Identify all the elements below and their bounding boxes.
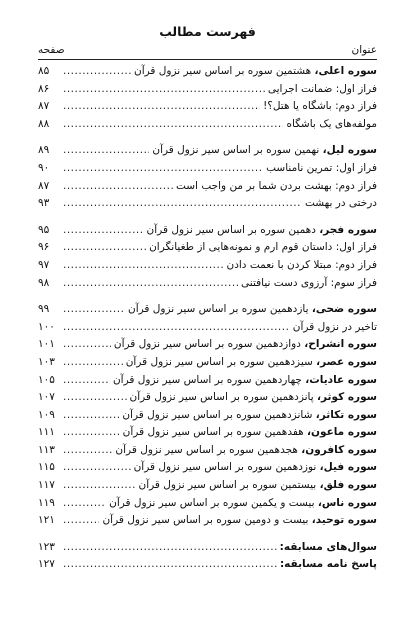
page-number: ۱۱۵	[38, 461, 55, 474]
toc-entry[interactable]	[38, 477, 377, 495]
entry-text: دهمین سوره بر اساس سیر نزول قرآن	[146, 223, 320, 236]
dot-leader	[63, 116, 283, 134]
entry-title	[176, 178, 377, 196]
toc-entry[interactable]	[38, 195, 377, 213]
entry-title	[227, 257, 378, 275]
entry-surah-name: سوره فیل،	[319, 461, 377, 474]
toc-entry[interactable]	[38, 354, 377, 372]
toc-entry[interactable]	[38, 556, 377, 574]
page-number: ۱۰۹	[38, 408, 55, 421]
entry-title	[115, 442, 377, 460]
entry-surah-name: سوره فجر،	[319, 223, 377, 236]
page-number: ۹۷	[38, 258, 50, 271]
page-number: ۱۱۹	[38, 496, 55, 509]
toc-group	[38, 539, 377, 574]
entry-title	[134, 63, 377, 81]
toc-entry[interactable]	[38, 98, 377, 116]
entry-surah-name: سوال‌های مسابقه:	[279, 540, 377, 553]
toc-entry[interactable]	[38, 336, 377, 354]
page-number: ۸۷	[38, 179, 50, 192]
entry-title	[280, 539, 377, 557]
dot-leader	[63, 195, 302, 213]
entry-text: مولفه‌های یک باشگاه	[286, 117, 377, 130]
toc-group	[38, 301, 377, 530]
toc-group	[38, 142, 377, 212]
toc-entry[interactable]	[38, 495, 377, 513]
page-number: ۹۸	[38, 276, 50, 289]
toc-entry[interactable]	[38, 63, 377, 81]
page-number: ۱۱۳	[38, 443, 55, 456]
entry-title	[128, 301, 377, 319]
entry-surah-name: سوره کافرون،	[301, 443, 377, 456]
entry-text: فراز اول: داستان قوم ارم و نمونه‌هایی از طغیانگران	[149, 241, 377, 254]
entry-title	[130, 389, 377, 407]
entry-title	[241, 275, 377, 293]
dot-leader	[63, 275, 238, 293]
entry-text: فراز دوم: بهشت بردن شما بر من واجب است	[175, 179, 377, 192]
entry-title	[102, 512, 377, 530]
entry-surah-name: سوره عادیات،	[305, 373, 377, 386]
entry-text: پانزدهمین سوره بر اساس سیر نزول قرآن	[129, 391, 318, 404]
toc-entry[interactable]	[38, 512, 377, 530]
page-number: ۱۱۱	[38, 426, 55, 439]
toc-entry[interactable]	[38, 275, 377, 293]
entry-surah-name: سوره ناس،	[317, 496, 377, 509]
dot-leader	[63, 239, 146, 257]
dot-leader	[63, 424, 120, 442]
toc-entry[interactable]	[38, 407, 377, 425]
toc-entry[interactable]	[38, 178, 377, 196]
entry-title	[149, 239, 377, 257]
entry-title	[126, 354, 377, 372]
entry-text: یازدهمین سوره بر اساس سیر نزول قرآن	[128, 303, 312, 316]
page-number: ۹۳	[38, 197, 50, 210]
dot-leader	[63, 160, 263, 178]
entry-text: دوازدهمین سوره بر اساس سیر نزول قرآن	[113, 338, 305, 351]
entry-surah-name: سوره توحید،	[311, 514, 377, 527]
toc-entry[interactable]	[38, 257, 377, 275]
toc-entry[interactable]	[38, 301, 377, 319]
dot-leader	[63, 301, 125, 319]
column-headers	[38, 44, 377, 56]
page-number: ۱۲۱	[38, 514, 55, 527]
entry-title	[123, 424, 377, 442]
dot-leader	[63, 556, 277, 574]
toc-entry[interactable]	[38, 142, 377, 160]
entry-title	[266, 160, 377, 178]
toc-entry[interactable]	[38, 372, 377, 390]
entry-title	[305, 195, 377, 213]
entry-text: فراز اول: تمرین نامناسب	[266, 161, 377, 174]
dot-leader	[63, 63, 131, 81]
dot-leader	[63, 319, 290, 337]
page-number: ۱۲۳	[38, 540, 55, 553]
toc-list	[38, 63, 377, 574]
entry-text: فراز سوم: آرزوی دست نیافتنی	[241, 276, 377, 289]
page-title: فهرست مطالب	[159, 24, 256, 39]
page-number: ۱۲۷	[38, 558, 55, 571]
toc-group	[38, 222, 377, 292]
entry-title	[147, 222, 377, 240]
entry-title	[122, 407, 377, 425]
page-number: ۱۱۷	[38, 479, 55, 492]
dot-leader	[63, 477, 135, 495]
entry-text: فراز دوم: مبتلا کردن با نعمت دادن	[226, 258, 377, 271]
entry-surah-name: سوره ضحی،	[311, 303, 377, 316]
page-number: ۱۰۰	[38, 320, 55, 333]
entry-text: فراز اول: ضمانت اجرایی	[267, 82, 377, 95]
entry-text: سیزدهمین سوره بر اساس سیر نزول قرآن	[125, 355, 317, 368]
dot-leader	[63, 372, 110, 390]
page-number: ۸۷	[38, 100, 50, 113]
dot-leader	[63, 222, 144, 240]
entry-text: بیست و یکمین سوره بر اساس سیر نزول قرآن	[109, 496, 318, 509]
toc-entry[interactable]	[38, 539, 377, 557]
page-number: ۱۰۵	[38, 373, 55, 386]
entry-title	[280, 556, 377, 574]
page-number: ۸۹	[38, 144, 50, 157]
dot-leader	[63, 81, 265, 99]
entry-surah-name: سوره عصر،	[316, 355, 377, 368]
page-number: ۸۶	[38, 82, 50, 95]
entry-title	[134, 459, 377, 477]
page-number: ۹۶	[38, 241, 50, 254]
entry-text: نهمین سوره بر اساس سیر نزول قرآن	[152, 144, 323, 157]
entry-text: هجدهمین سوره بر اساس سیر نزول قرآن	[115, 443, 302, 456]
entry-surah-name: سوره فلق،	[319, 479, 377, 492]
dot-leader	[63, 389, 127, 407]
dot-leader	[63, 442, 112, 460]
entry-text: بیستمین سوره بر اساس سیر نزول قرآن	[138, 479, 320, 492]
toc-entry[interactable]	[38, 116, 377, 134]
entry-text: فراز دوم: باشگاه یا هتل؟!	[263, 100, 377, 113]
entry-surah-name: سوره تکاثر،	[315, 408, 377, 421]
entry-surah-name: پاسخ نامه مسابقه:	[279, 558, 377, 571]
page-number: ۱۰۷	[38, 391, 55, 404]
toc-entry[interactable]	[38, 319, 377, 337]
entry-title	[268, 81, 377, 99]
page-column-header: صفحه	[38, 44, 65, 56]
dot-leader	[63, 178, 173, 196]
entry-surah-name: سوره لیل،	[322, 144, 377, 157]
page-number: ۸۸	[38, 117, 50, 130]
entry-text: بیست و دومین سوره بر اساس سیر نزول قرآن	[102, 514, 312, 527]
entry-title	[286, 116, 377, 134]
dot-leader	[63, 142, 149, 160]
toc-entry[interactable]	[38, 222, 377, 240]
toc-entry[interactable]	[38, 424, 377, 442]
title-column-header: عنوان	[351, 44, 377, 56]
dot-leader	[63, 512, 99, 530]
entry-title	[109, 495, 377, 513]
dot-leader	[63, 459, 131, 477]
toc-entry[interactable]	[38, 160, 377, 178]
entry-text: هشتمین سوره بر اساس سیر نزول قرآن	[133, 65, 315, 77]
entry-surah-name: سوره انشراح،	[304, 338, 377, 351]
toc-entry[interactable]	[38, 442, 377, 460]
entry-title	[113, 372, 377, 390]
toc-entry[interactable]	[38, 459, 377, 477]
page-number: ۱۰۱	[38, 338, 55, 351]
page-number: ۱۰۳	[38, 355, 55, 368]
dot-leader	[63, 407, 119, 425]
header-divider	[38, 59, 377, 60]
entry-title	[263, 98, 377, 116]
entry-text: چهاردهمین سوره بر اساس سیر نزول قرآن	[112, 373, 306, 386]
toc-entry[interactable]	[38, 239, 377, 257]
toc-entry[interactable]	[38, 389, 377, 407]
dot-leader	[63, 495, 106, 513]
dot-leader	[63, 336, 111, 354]
entry-title	[293, 319, 377, 337]
entry-surah-name: سوره ماعون،	[307, 426, 377, 439]
page-number: ۹۰	[38, 161, 50, 174]
page-number: ۹۵	[38, 223, 50, 236]
page-number: ۸۵	[38, 65, 50, 77]
entry-text: نوزدهمین سوره بر اساس سیر نزول قرآن	[133, 461, 320, 474]
entry-text: شانزدهمین سوره بر اساس سیر نزول قرآن	[122, 408, 316, 421]
toc-entry[interactable]	[38, 81, 377, 99]
dot-leader	[63, 354, 123, 372]
dot-leader	[63, 539, 277, 557]
entry-surah-name: سوره اعلی،	[314, 65, 377, 77]
entry-title	[152, 142, 377, 160]
entry-text: درختی در بهشت	[304, 197, 377, 210]
entry-text: هفدهمین سوره بر اساس سیر نزول قرآن	[122, 426, 308, 439]
dot-leader	[63, 257, 224, 275]
dot-leader	[63, 98, 260, 116]
entry-title	[114, 336, 377, 354]
toc-group	[38, 63, 377, 133]
entry-surah-name: سوره کوثر،	[317, 391, 377, 404]
entry-text: تاخیر در نزول قرآن	[292, 320, 377, 333]
page-number: ۹۹	[38, 303, 50, 316]
entry-title	[138, 477, 377, 495]
